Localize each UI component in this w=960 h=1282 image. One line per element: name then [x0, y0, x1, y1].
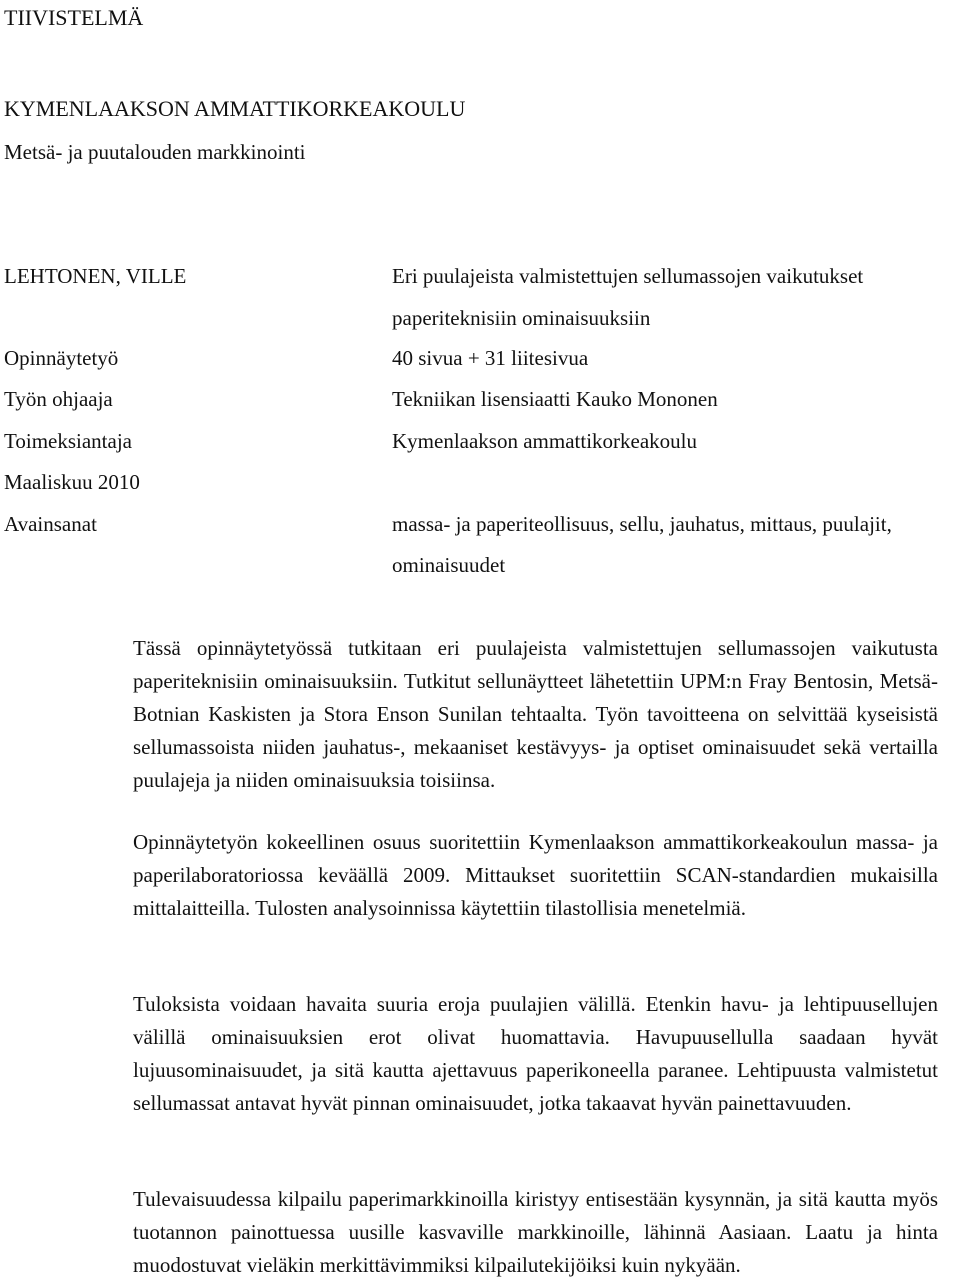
commissioner-label: Toimeksiantaja [4, 429, 132, 453]
abstract-paragraph-1: Tässä opinnäytetyössä tutkitaan eri puulajeista valmistettujen sellumassojen vaikutusta paperiteknisiin ominaisuuksiin. Tutkitut sellunäytteet lähetettiin UPM:n Fray Bentosin, Metsä-Botnian Kaskisten ja Stora Enson Sunilan tehtaalta. Työn tavoitteena on selvittää kyseisistä sellumassoista niiden jauhatus-, mekaaniset kestävyys- ja optiset ominaisuudet sekä vertailla puulajeja ja niiden ominaisuuksia toisiinsa. [133, 636, 938, 792]
keywords-line-1: massa- ja paperiteollisuus, sellu, jauhatus, mittaus, puulajit, [392, 512, 892, 536]
keywords-line-2: ominaisuudet [392, 553, 506, 577]
commissioner-name: Kymenlaakson ammattikorkeakoulu [392, 429, 698, 453]
degree-program: Metsä- ja puutalouden markkinointi [4, 140, 306, 164]
publication-date: Maaliskuu 2010 [4, 470, 140, 494]
supervisor-label: Työn ohjaaja [4, 387, 113, 411]
author-name: LEHTONEN, VILLE [4, 264, 187, 288]
supervisor-name: Tekniikan lisensiaatti Kauko Mononen [392, 387, 718, 411]
institution-name: KYMENLAAKSON AMMATTIKORKEAKOULU [4, 96, 466, 121]
page-title: TIIVISTELMÄ [4, 5, 144, 30]
thesis-title-line-2: paperiteknisiin ominaisuuksiin [392, 306, 651, 330]
thesis-label: Opinnäytetyö [4, 346, 119, 370]
thesis-title-line-1: Eri puulajeista valmistettujen sellumassojen vaikutukset [392, 264, 864, 288]
keywords-label: Avainsanat [4, 512, 97, 536]
abstract-paragraph-4: Tulevaisuudessa kilpailu paperimarkkinoilla kiristyy entisestään kysynnän, ja sitä kautta myös tuotannon painottuessa uusille kasvaville markkinoille, lähinnä Aasiaan. Laatu ja hinta muodostuvat vieläkin merkittävimmiksi kilpailutekijöiksi kuin nykyään. [133, 1187, 938, 1277]
abstract-paragraph-2: Opinnäytetyön kokeellinen osuus suoritettiin Kymenlaakson ammattikorkeakoulun massa- ja paperilaboratoriossa keväällä 2009. Mittaukset suoritettiin SCAN-standardien mukaisilla mittalaitteilla. Tulosten analysoinnissa käytettiin tilastollisia menetelmiä. [133, 830, 938, 920]
thesis-pages: 40 sivua + 31 liitesivua [392, 346, 589, 370]
abstract-paragraph-3: Tuloksista voidaan havaita suuria eroja puulajien välillä. Etenkin havu- ja lehtipuusellujen välillä ominaisuuksien erot olivat huomattavia. Havupuusellulla saadaan hyvät lujuusominaisuudet, ja sitä kautta ajettavuus paperikoneella paranee. Lehtipuusta valmistetut sellumassat antavat hyvät pinnan ominaisuudet, jotka takaavat hyvän painettavuuden. [133, 992, 938, 1115]
